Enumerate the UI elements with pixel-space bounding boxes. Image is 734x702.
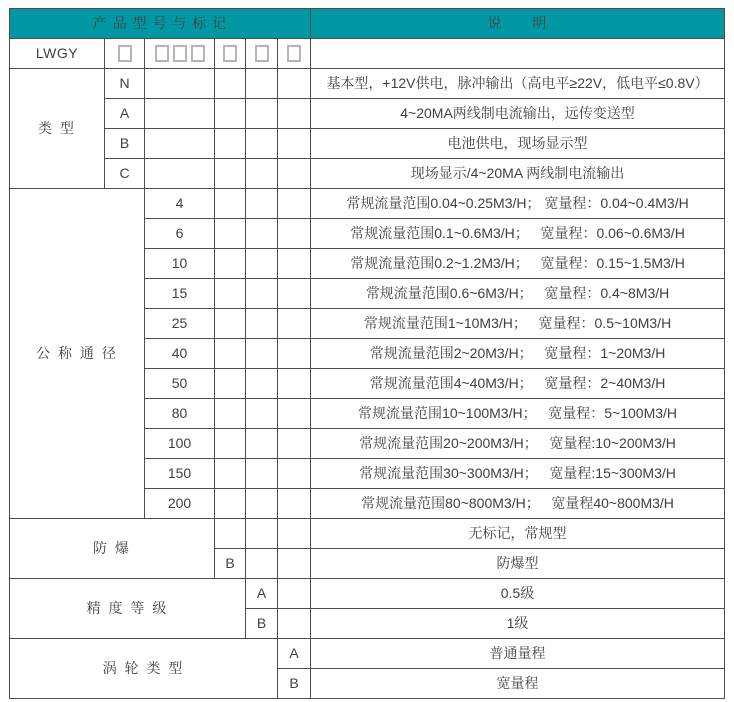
placeholder-box [118, 45, 132, 62]
empty-cell [215, 249, 246, 279]
table-row [10, 189, 725, 219]
diameter-code: 40 [145, 339, 215, 369]
empty-cell [246, 249, 278, 279]
table-header-description: 说 明 [311, 9, 725, 39]
empty-cell [278, 489, 311, 519]
empty-cell [215, 429, 246, 459]
turbine-description: 宽量程 [311, 669, 725, 699]
placeholder-box [191, 45, 205, 62]
accuracy-description: 1级 [311, 609, 725, 639]
diameter-code: 15 [145, 279, 215, 309]
accuracy-code: A [246, 579, 278, 609]
section-label-accuracy: 精 度 等 级 [10, 579, 246, 639]
section-label-explosion-proof: 防 爆 [10, 519, 215, 579]
diameter-description: 常规流量范围80~800M3/H； 宽量程40~800M3/H [311, 489, 725, 519]
empty-cell [145, 99, 215, 129]
empty-cell [278, 549, 311, 579]
diameter-code: 10 [145, 249, 215, 279]
section-label-diameter: 公 称 通 径 [10, 189, 145, 519]
table-row [10, 99, 725, 129]
type-code: A [105, 99, 145, 129]
empty-cell [246, 69, 278, 99]
empty-cell [278, 189, 311, 219]
diameter-code: 100 [145, 429, 215, 459]
empty-cell [215, 369, 246, 399]
diameter-code: 25 [145, 309, 215, 339]
empty-cell [246, 99, 278, 129]
table-row [10, 129, 725, 159]
empty-cell [246, 489, 278, 519]
table-row [10, 519, 725, 549]
diameter-description: 常规流量范围20~200M3/H； 宽量程:10~200M3/H [311, 429, 725, 459]
explosion-description: 无标记，常规型 [311, 519, 725, 549]
placeholder-box [223, 45, 237, 62]
empty-cell [215, 279, 246, 309]
empty-cell [278, 609, 311, 639]
table-row [10, 579, 725, 609]
empty-cell [278, 129, 311, 159]
accuracy-description: 0.5级 [311, 579, 725, 609]
explosion-code: B [215, 549, 246, 579]
diameter-code: 150 [145, 459, 215, 489]
placeholder-box [173, 45, 187, 62]
empty-cell [278, 279, 311, 309]
empty-cell [145, 159, 215, 189]
empty-cell [246, 129, 278, 159]
empty-cell [215, 489, 246, 519]
empty-cell [246, 519, 278, 549]
diameter-code-placeholder-cell [145, 39, 215, 69]
type-description: 电池供电，现场显示型 [311, 129, 725, 159]
empty-cell [278, 159, 311, 189]
diameter-description: 常规流量范围2~20M3/H； 宽量程：1~20M3/H [311, 339, 725, 369]
diameter-code: 200 [145, 489, 215, 519]
empty-cell [215, 189, 246, 219]
table-row [10, 159, 725, 189]
empty-cell [278, 519, 311, 549]
empty-cell [215, 309, 246, 339]
empty-cell [278, 429, 311, 459]
placeholder-box [155, 45, 169, 62]
empty-cell [215, 69, 246, 99]
empty-cell [215, 99, 246, 129]
empty-cell [278, 459, 311, 489]
diameter-description: 常规流量范围0.2~1.2M3/H； 宽量程：0.15~1.5M3/H [311, 249, 725, 279]
diameter-description: 常规流量范围1~10M3/H； 宽量程：0.5~10M3/H [311, 309, 725, 339]
type-description: 4~20MA两线制电流输出，远传变送型 [311, 99, 725, 129]
empty-cell [278, 219, 311, 249]
empty-cell [278, 249, 311, 279]
model-code-row [10, 39, 725, 69]
header-row [10, 9, 725, 39]
turbine-code: B [278, 669, 311, 699]
table-header-model-and-marking: 产 品 型 号 与 标 记 [10, 9, 311, 39]
empty-cell [246, 459, 278, 489]
diameter-code: 4 [145, 189, 215, 219]
turbine-code-placeholder-cell [278, 39, 311, 69]
empty-cell [278, 69, 311, 99]
empty-cell [215, 129, 246, 159]
empty-cell [311, 39, 725, 69]
table-row [10, 69, 725, 99]
empty-cell [246, 549, 278, 579]
explosion-code-placeholder-cell [215, 39, 246, 69]
empty-cell [278, 99, 311, 129]
placeholder-box [287, 45, 301, 62]
type-description: 现场显示/4~20MA 两线制电流输出 [311, 159, 725, 189]
turbine-description: 普通量程 [311, 639, 725, 669]
empty-cell [215, 219, 246, 249]
empty-cell [215, 339, 246, 369]
diameter-code: 80 [145, 399, 215, 429]
diameter-description: 常规流量范围4~40M3/H； 宽量程：2~40M3/H [311, 369, 725, 399]
table-row [10, 639, 725, 669]
empty-cell [278, 399, 311, 429]
empty-cell [278, 339, 311, 369]
empty-cell [145, 69, 215, 99]
diameter-description: 常规流量范围10~100M3/H； 宽量程：5~100M3/H [311, 399, 725, 429]
empty-cell [246, 399, 278, 429]
type-code: B [105, 129, 145, 159]
empty-cell [278, 309, 311, 339]
empty-cell [215, 459, 246, 489]
accuracy-code-placeholder-cell [246, 39, 278, 69]
empty-cell [246, 219, 278, 249]
empty-cell [246, 429, 278, 459]
section-label-turbine-type: 涡 轮 类 型 [10, 639, 278, 699]
empty-cell [246, 189, 278, 219]
empty-cell [246, 369, 278, 399]
type-code: C [105, 159, 145, 189]
accuracy-code: B [246, 609, 278, 639]
empty-cell [278, 369, 311, 399]
empty-cell [246, 279, 278, 309]
diameter-code: 6 [145, 219, 215, 249]
diameter-description: 常规流量范围0.6~6M3/H； 宽量程：0.4~8M3/H [311, 279, 725, 309]
diameter-description: 常规流量范围0.04~0.25M3/H； 宽量程：0.04~0.4M3/H [311, 189, 725, 219]
empty-cell [215, 159, 246, 189]
diameter-description: 常规流量范围0.1~0.6M3/H； 宽量程：0.06~0.6M3/H [311, 219, 725, 249]
empty-cell [145, 129, 215, 159]
diameter-code: 50 [145, 369, 215, 399]
explosion-description: 防爆型 [311, 549, 725, 579]
empty-cell [278, 579, 311, 609]
diameter-description: 常规流量范围30~300M3/H； 宽量程:15~300M3/H [311, 459, 725, 489]
placeholder-box [255, 45, 269, 62]
empty-cell [246, 339, 278, 369]
model-name: LWGY [10, 39, 105, 69]
turbine-code: A [278, 639, 311, 669]
product-model-spec-table [9, 8, 725, 699]
type-description: 基本型，+12V供电，脉冲输出（高电平≥22V，低电平≤0.8V） [311, 69, 725, 99]
empty-cell [246, 159, 278, 189]
type-code: N [105, 69, 145, 99]
section-label-type: 类 型 [10, 69, 105, 189]
explosion-code [215, 519, 246, 549]
empty-cell [246, 309, 278, 339]
type-code-placeholder-cell [105, 39, 145, 69]
empty-cell [215, 399, 246, 429]
